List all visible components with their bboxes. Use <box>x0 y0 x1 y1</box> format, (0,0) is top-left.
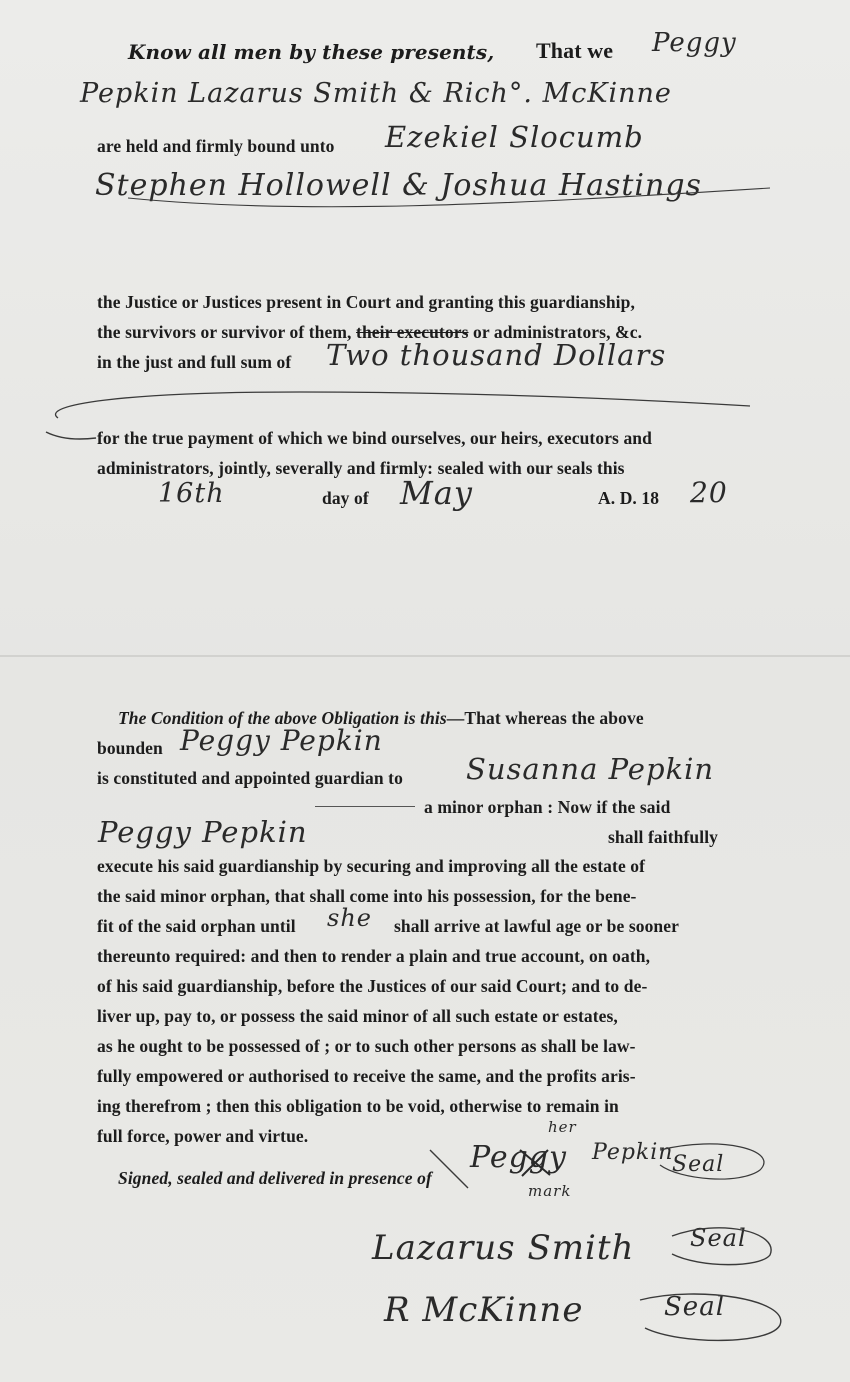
payment-text: for the true payment of which we bind ourselves, our heirs, executors and <box>97 428 652 448</box>
handwritten-guardian: Peggy Pepkin <box>180 724 383 757</box>
struck-executors: their executors <box>356 322 469 342</box>
administrators-text: administrators, jointly, severally and firmly: sealed with our seals this <box>97 458 625 478</box>
handwritten-day: 16th <box>158 478 225 509</box>
condition-line-9: ing therefrom ; then this obligation to be void, otherwise to remain in <box>97 1096 619 1116</box>
handwritten-ward: Susanna Pepkin <box>466 752 715 786</box>
condition-line-3a: fit of the said orphan until <box>97 916 296 936</box>
handwritten-obligees-line: Stephen Hollowell & Joshua Hastings <box>95 168 702 203</box>
survivors-text-b: or administrators, &c. <box>472 322 643 342</box>
signature-pepkin: Pepkin <box>592 1140 674 1165</box>
condition-line-8: fully empowered or authorised to receive the same, and the profits aris- <box>97 1066 636 1086</box>
bounden-text: bounden <box>97 738 163 758</box>
handwritten-obligee-1: Ezekiel Slocumb <box>385 120 644 154</box>
signature-mark: mark <box>528 1182 572 1200</box>
condition-line-4: thereunto required: and then to render a plain and true account, on oath, <box>97 946 651 966</box>
condition-line-1: execute his said guardianship by securing and improving all the estate of <box>97 856 646 876</box>
signature-peggy: Peggy <box>470 1140 567 1175</box>
handwritten-obligor-1: Peggy <box>652 28 737 58</box>
handwritten-guardian-2: Peggy Pepkin <box>98 815 308 849</box>
survivors-text-a: the survivors or survivor of them, <box>97 322 352 342</box>
condition-that-whereas: —That whereas the above <box>446 708 644 728</box>
condition-line-2: the said minor orphan, that shall come into his possession, for the bene- <box>97 886 637 906</box>
condition-line-6: liver up, pay to, or possess the said minor of all such estate or estates, <box>97 1006 618 1026</box>
justice-text: the Justice or Justices present in Court and granting this guardianship, <box>97 292 635 312</box>
faithfully-text: shall faithfully <box>608 827 719 847</box>
constituted-text: is constituted and appointed guardian to <box>97 768 403 788</box>
held-bound-text: are held and firmly bound unto <box>97 136 335 156</box>
condition-line-5: of his said guardianship, before the Justices of our said Court; and to de- <box>97 976 648 996</box>
day-of-text: day of <box>322 488 369 508</box>
signature-mckinne: R McKinne <box>384 1290 584 1330</box>
signature-her: her <box>548 1118 577 1136</box>
condition-italic: The Condition of the above Obligation is this <box>118 708 447 728</box>
signature-lazarus-smith: Lazarus Smith <box>372 1228 635 1268</box>
ad-text: A. D. 18 <box>598 488 660 508</box>
bond-heading: Know all men by these presents, <box>128 40 495 64</box>
handwritten-sum: Two thousand Dollars <box>326 338 667 372</box>
seal-3: Seal <box>664 1292 726 1322</box>
condition-line-10: full force, power and virtue. <box>97 1126 309 1146</box>
handwritten-pronoun: she <box>327 904 372 932</box>
that-we-text: That we <box>536 38 614 63</box>
sum-of-text: in the just and full sum of <box>97 352 292 372</box>
handwritten-month: May <box>400 474 473 512</box>
condition-line-7: as he ought to be possessed of ; or to such other persons as shall be law- <box>97 1036 636 1056</box>
seal-1: Seal <box>672 1152 725 1177</box>
handwritten-obligors-line: Pepkin Lazarus Smith & Rich°. McKinne <box>80 78 672 109</box>
handwritten-year: 20 <box>690 476 728 509</box>
condition-line-3b: shall arrive at lawful age or be sooner <box>394 916 680 936</box>
signed-sealed-text: Signed, sealed and delivered in presence of <box>118 1168 432 1188</box>
minor-orphan-text: a minor orphan : Now if the said <box>424 797 671 817</box>
seal-2: Seal <box>690 1224 747 1252</box>
